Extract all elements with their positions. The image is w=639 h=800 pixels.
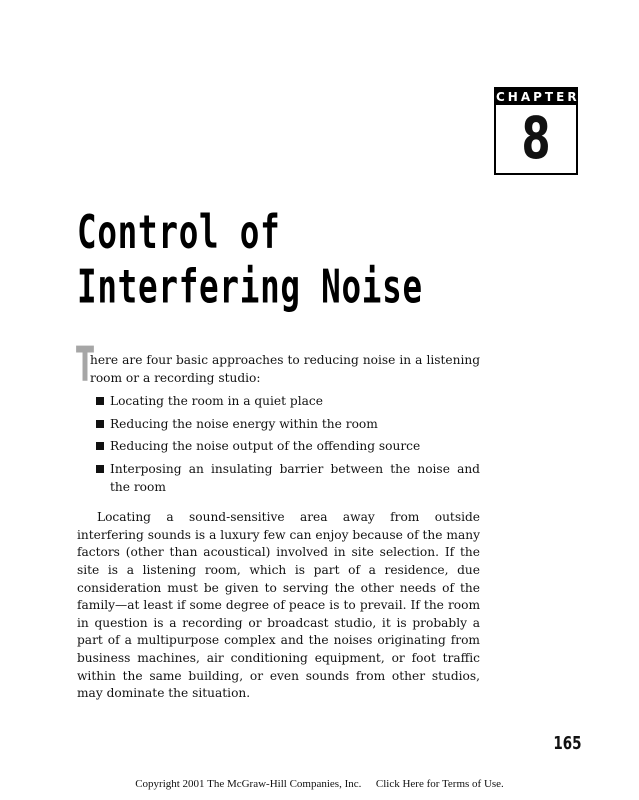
chapter-number: 8 (521, 104, 551, 172)
list-item (77, 393, 480, 411)
list-item-text: Reducing the noise energy within the room (110, 416, 378, 431)
chapter-box (494, 87, 578, 175)
square-bullet-icon (96, 442, 104, 450)
chapter-title (77, 206, 423, 315)
intro-paragraph (76, 337, 480, 393)
list-item-text: Interposing an insulating barrier between the noise and the room (110, 461, 480, 494)
body-paragraph: Locating a sound-sensitive area away from outside interfering sounds is a luxury few can enjoy because of the many factors (other than acoustical) involved in site selection. If the site is a listening room, which is part of a residence, due consideration must be given to serving the other needs of the family—at least if some degree of peace is to prevail. If the room in question is a recording or broadcast studio, it is probably a part of a multipurpose complex and the noises originating from business machines, air conditioning equipment, or foot traffic within the same building, or even sounds from other studios, may dominate the situation. (77, 510, 480, 701)
chapter-label: CHAPTER (496, 90, 580, 104)
footer (0, 778, 639, 790)
intro-text: here are four basic approaches to reducing noise in a listening room or a recording studio: (90, 353, 480, 385)
square-bullet-icon (96, 397, 104, 405)
chapter-title-line-2: Interfering Noise (77, 260, 423, 315)
list-item (77, 438, 480, 456)
copyright-text: Copyright 2001 The McGraw-Hill Companies, Inc. (135, 778, 362, 790)
square-bullet-icon (96, 420, 104, 428)
terms-of-use-link[interactable]: Click Here for Terms of Use. (375, 778, 504, 790)
chapter-content (76, 337, 480, 703)
page-number: 165 (553, 733, 582, 754)
chapter-title-line-1: Control of (77, 206, 281, 260)
drop-cap: T (76, 337, 95, 393)
list-item-text: Reducing the noise output of the offending source (110, 439, 421, 454)
list-item-text: Locating the room in a quiet place (110, 394, 323, 409)
list-item (77, 461, 480, 496)
list-item (77, 416, 480, 434)
approaches-list (77, 393, 480, 496)
square-bullet-icon (96, 465, 104, 473)
